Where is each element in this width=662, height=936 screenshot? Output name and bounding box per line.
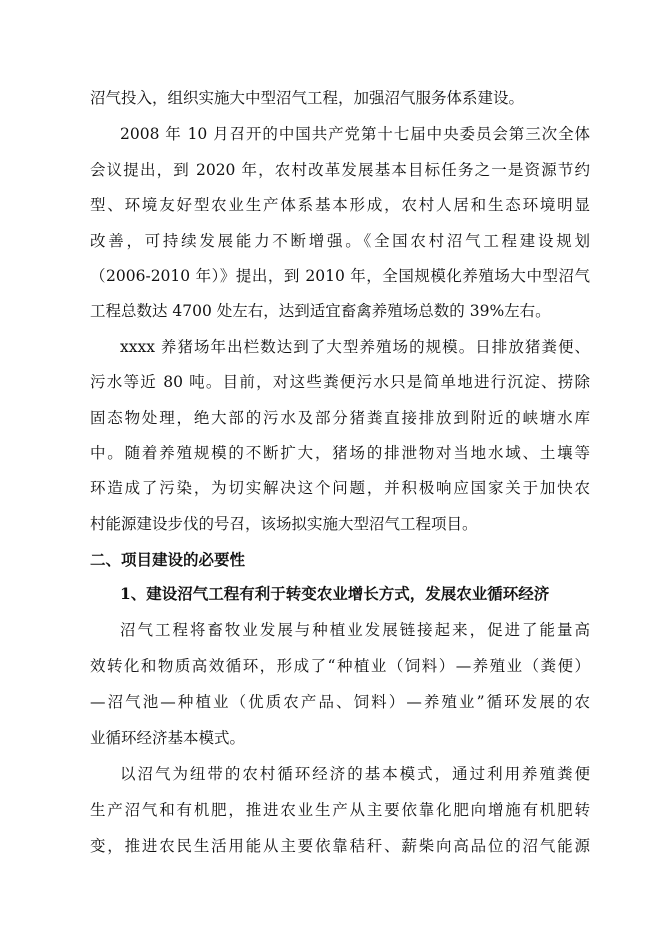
paragraph-line: 效转化和物质高效循环，形成了“种植业（饲料）—养殖业（粪便） bbox=[90, 657, 590, 675]
paragraph-line: 改善，可持续发展能力不断增强。《全国农村沼气工程建设规划 bbox=[90, 232, 590, 250]
paragraph-line: 沼气投入，组织实施大中型沼气工程，加强沼气服务体系建设。 bbox=[90, 89, 525, 107]
paragraph-line: （2006-2010 年）》提出，到 2010 年，全国规模化养殖场大中型沼气 bbox=[90, 267, 590, 285]
paragraph-line: 以沼气为纽带的农村循环经济的基本模式，通过利用养殖粪便 bbox=[120, 765, 590, 783]
section-heading: 二、项目建设的必要性 bbox=[90, 550, 246, 569]
paragraph-line: 型、环境友好型农业生产体系基本形成，农村人居和生态环境明显 bbox=[90, 196, 590, 214]
paragraph-line: 会议提出，到 2020 年，农村改革发展基本目标任务之一是资源节约 bbox=[90, 161, 590, 179]
paragraph-line: 环造成了污染，为切实解决这个问题，并积极响应国家关于加快农 bbox=[90, 479, 590, 497]
paragraph-line: 工程总数达 4700 处左右，达到适宜畜禽养殖场总数的 39%左右。 bbox=[90, 302, 551, 320]
paragraph-line: 2008 年 10 月召开的中国共产党第十七届中央委员会第三次全体 bbox=[120, 125, 590, 143]
paragraph-line: 污水等近 80 吨。目前，对这些粪便污水只是简单地进行沉淀、捞除 bbox=[90, 373, 590, 391]
paragraph-line: 业循环经济基本模式。 bbox=[90, 729, 246, 747]
subsection-heading: 1、建设沼气工程有利于转变农业增长方式，发展农业循环经济 bbox=[120, 584, 550, 603]
paragraph-line: 村能源建设步伐的号召，该场拟实施大型沼气工程项目。 bbox=[90, 515, 478, 533]
paragraph-line: 变，推进农民生活用能从主要依靠秸秆、薪柴向高品位的沼气能源 bbox=[90, 837, 590, 855]
paragraph-line: 沼气工程将畜牧业发展与种植业发展链接起来，促进了能量高 bbox=[120, 621, 590, 639]
paragraph-line: —沼气池—种植业（优质农产品、饲料）—养殖业”循环发展的农 bbox=[90, 693, 590, 711]
paragraph-line: 生产沼气和有机肥，推进农业生产从主要依靠化肥向增施有机肥转 bbox=[90, 801, 590, 819]
paragraph-line: 固态物处理，绝大部的污水及部分猪粪直接排放到附近的峡塘水库 bbox=[90, 409, 590, 427]
paragraph-line: 中。随着养殖规模的不断扩大，猪场的排泄物对当地水域、土壤等 bbox=[90, 444, 590, 462]
paragraph-line: xxxx 养猪场年出栏数达到了大型养殖场的规模。日排放猪粪便、 bbox=[120, 338, 590, 356]
